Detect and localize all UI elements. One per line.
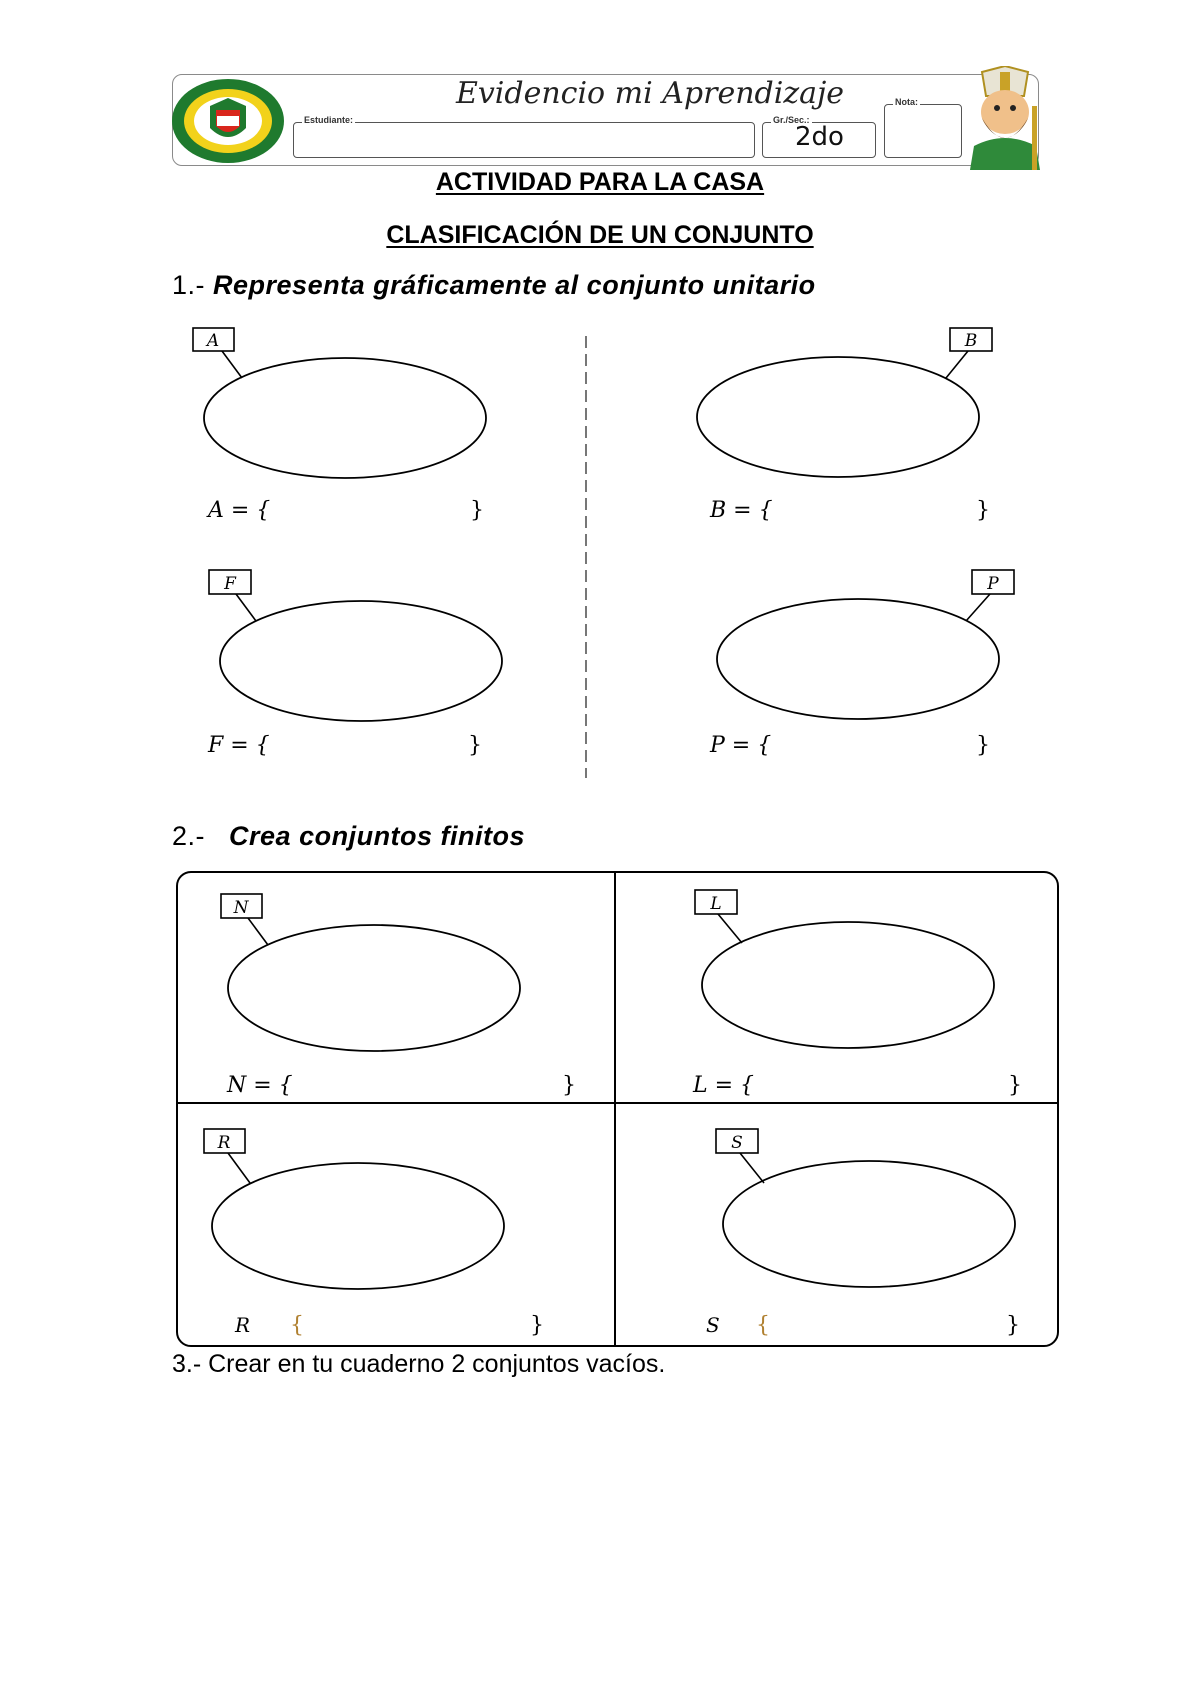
- set-a-close: }: [470, 498, 484, 523]
- set-b-close: }: [976, 498, 990, 523]
- set-r-equation: R: [235, 1313, 251, 1337]
- set-f-close: }: [468, 733, 482, 758]
- set-s-diagram: [706, 1129, 1020, 1338]
- set-b-equation: B = {: [710, 498, 773, 523]
- set-n-equation: N = {: [227, 1073, 293, 1098]
- set-p-close: }: [976, 733, 990, 758]
- set-r-diagram: [204, 1129, 544, 1338]
- set-f-label: F: [224, 574, 236, 594]
- header-title: Evidencio mi Aprendizaje: [455, 76, 845, 111]
- set-a-label: A: [206, 331, 220, 351]
- note-label: Nota:: [895, 97, 918, 107]
- set-n-close: }: [562, 1073, 576, 1098]
- grade-label: Gr./Sec.:: [773, 115, 810, 125]
- set-r-label: R: [217, 1133, 231, 1153]
- set-s-close: }: [1006, 1313, 1020, 1338]
- section1-number: 1.-: [172, 270, 206, 300]
- student-label: Estudiante:: [304, 115, 354, 125]
- set-p-equation: P = {: [710, 733, 772, 758]
- set-l-equation: L = {: [693, 1073, 755, 1098]
- section1-instruction: Representa gráficamente al conjunto unitario: [213, 270, 816, 300]
- set-r-open: {: [290, 1313, 304, 1338]
- set-s-equation: S: [706, 1313, 720, 1337]
- set-n-label: N: [233, 898, 249, 918]
- set-n-diagram: [221, 894, 576, 1098]
- set-l-close: }: [1008, 1073, 1022, 1098]
- activity-title: ACTIVIDAD PARA LA CASA: [435, 168, 765, 196]
- topic-title: CLASIFICACIÓN DE UN CONJUNTO: [386, 221, 814, 249]
- set-p-label: P: [987, 574, 999, 594]
- set-s-open: {: [756, 1313, 770, 1338]
- set-f-equation: F = {: [208, 733, 270, 758]
- set-l-label: L: [710, 894, 722, 914]
- grade-value: 2do: [795, 122, 844, 152]
- section2-instruction: Crea conjuntos finitos: [229, 821, 526, 851]
- set-a-equation: A = {: [208, 498, 271, 523]
- section2-number: 2.-: [172, 821, 206, 851]
- set-l-diagram: [692, 890, 1022, 1098]
- section3-text: 3.- Crear en tu cuaderno 2 conjuntos vacíos.: [172, 1350, 666, 1378]
- set-s-label: S: [731, 1133, 743, 1153]
- set-b-label: B: [964, 331, 978, 351]
- set-r-close: }: [530, 1313, 544, 1338]
